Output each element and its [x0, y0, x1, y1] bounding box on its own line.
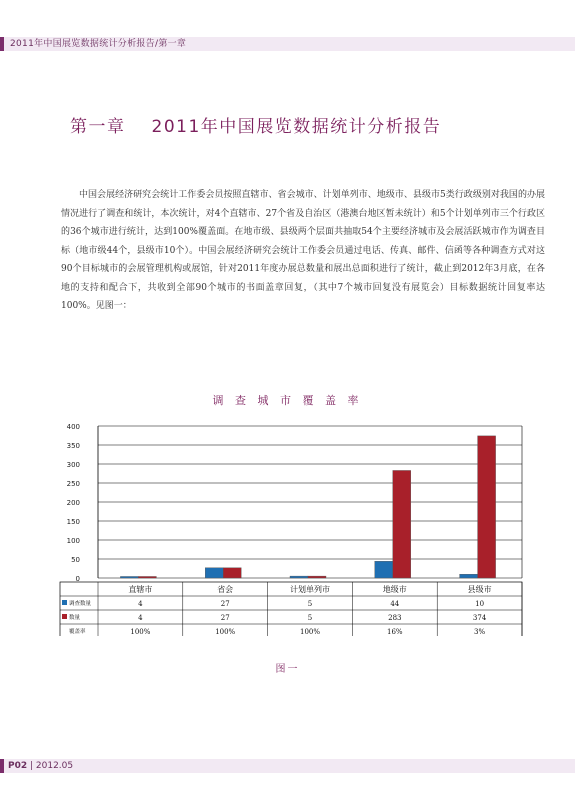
footer-accent-bar [0, 759, 4, 773]
x-category-label: 县级市 [467, 585, 492, 594]
y-tick-label: 250 [66, 480, 80, 488]
x-category-label: 地级市 [382, 585, 407, 594]
legend-label: 数量 [69, 615, 81, 621]
chapter-heading [70, 112, 550, 137]
header-accent-bar [0, 37, 4, 51]
bar-total [393, 470, 411, 578]
data-label: 4 [138, 614, 143, 622]
chapter-number: 第一章 [70, 117, 126, 137]
bar-total [223, 568, 241, 578]
data-label: 27 [220, 614, 230, 622]
coverage-value: 100% [130, 628, 151, 636]
x-category-label: 省会 [217, 585, 234, 594]
data-label: 27 [220, 600, 230, 608]
legend-swatch [62, 614, 67, 619]
y-tick-label: 0 [75, 575, 80, 583]
x-category-label: 计划单列市 [290, 585, 330, 594]
y-tick-label: 300 [66, 461, 80, 469]
y-tick-label: 150 [66, 518, 80, 526]
coverage-value: 100% [215, 628, 236, 636]
y-tick-label: 350 [66, 442, 80, 450]
bar-surveyed [460, 574, 478, 578]
bar-surveyed [290, 576, 308, 578]
footer-band [0, 759, 575, 773]
bar-surveyed [375, 561, 393, 578]
page-number: P02 [8, 761, 28, 771]
legend-label: 调查数量 [69, 601, 92, 607]
coverage-value: 100% [299, 628, 321, 636]
table-row-label: 覆盖率 [69, 629, 86, 635]
x-category-label: 直辖市 [128, 585, 153, 594]
data-label: 44 [390, 600, 400, 608]
bar-surveyed [120, 576, 138, 578]
bar-total [308, 576, 326, 578]
y-tick-label: 100 [66, 537, 80, 545]
bar-surveyed [205, 568, 223, 578]
bar-total [478, 436, 496, 578]
data-label: 374 [472, 614, 487, 622]
y-tick-label: 400 [66, 423, 80, 431]
body-paragraph: 中国会展经济研究会统计工作委会员按照直辖市、省会城市、计划单列市、地级市、县级市5类行政级别对我国的办展情况进行了调查和统计，本次统计，对4个直辖市、27个省及自治区（港澳台地区暂未统计）和5个计划单列市三个行政区的36个城市进行统计，达到100%覆盖面。在地市级、县级两个层面共抽取54个主要经济城市及会展活跃城市作为调查目标（地市级44个，县级市10个）。中国会展经济研究会统计工作委会员通过电话、传真、邮件、信函等各种调查方式对这90个目标城市的会展管理机构或展馆，针对2011年度办展总数量和展出总面积进行了统计，截止到2012年3月底，在各地的支持和配合下，共收到全部90个城市的书面盖章回复，（其中7个城市回复没有展览会）目标数据统计回复率达100%。见图一： [61, 190, 545, 311]
y-tick-label: 50 [71, 556, 80, 564]
bar-total [138, 576, 156, 578]
chart-title: 调 查 城 市 覆 盖 率 [212, 394, 363, 407]
coverage-value: 16% [387, 628, 403, 636]
footer: P02 | 2012.05 [8, 761, 74, 771]
data-label: 4 [138, 600, 143, 608]
coverage-chart [58, 416, 528, 636]
issue-date: 2012.05 [35, 761, 74, 771]
data-label: 10 [475, 600, 485, 608]
figure-caption: 图一 [275, 664, 300, 675]
data-label: 5 [307, 600, 313, 608]
legend-swatch [62, 600, 67, 605]
running-header: 2011年中国展览数据统计分析报告/第一章 [10, 39, 187, 49]
data-label: 283 [388, 614, 402, 622]
data-label: 5 [307, 614, 313, 622]
coverage-value: 3% [474, 628, 486, 636]
chapter-title: 2011年中国展览数据统计分析报告 [151, 117, 442, 137]
y-tick-label: 200 [66, 499, 80, 507]
